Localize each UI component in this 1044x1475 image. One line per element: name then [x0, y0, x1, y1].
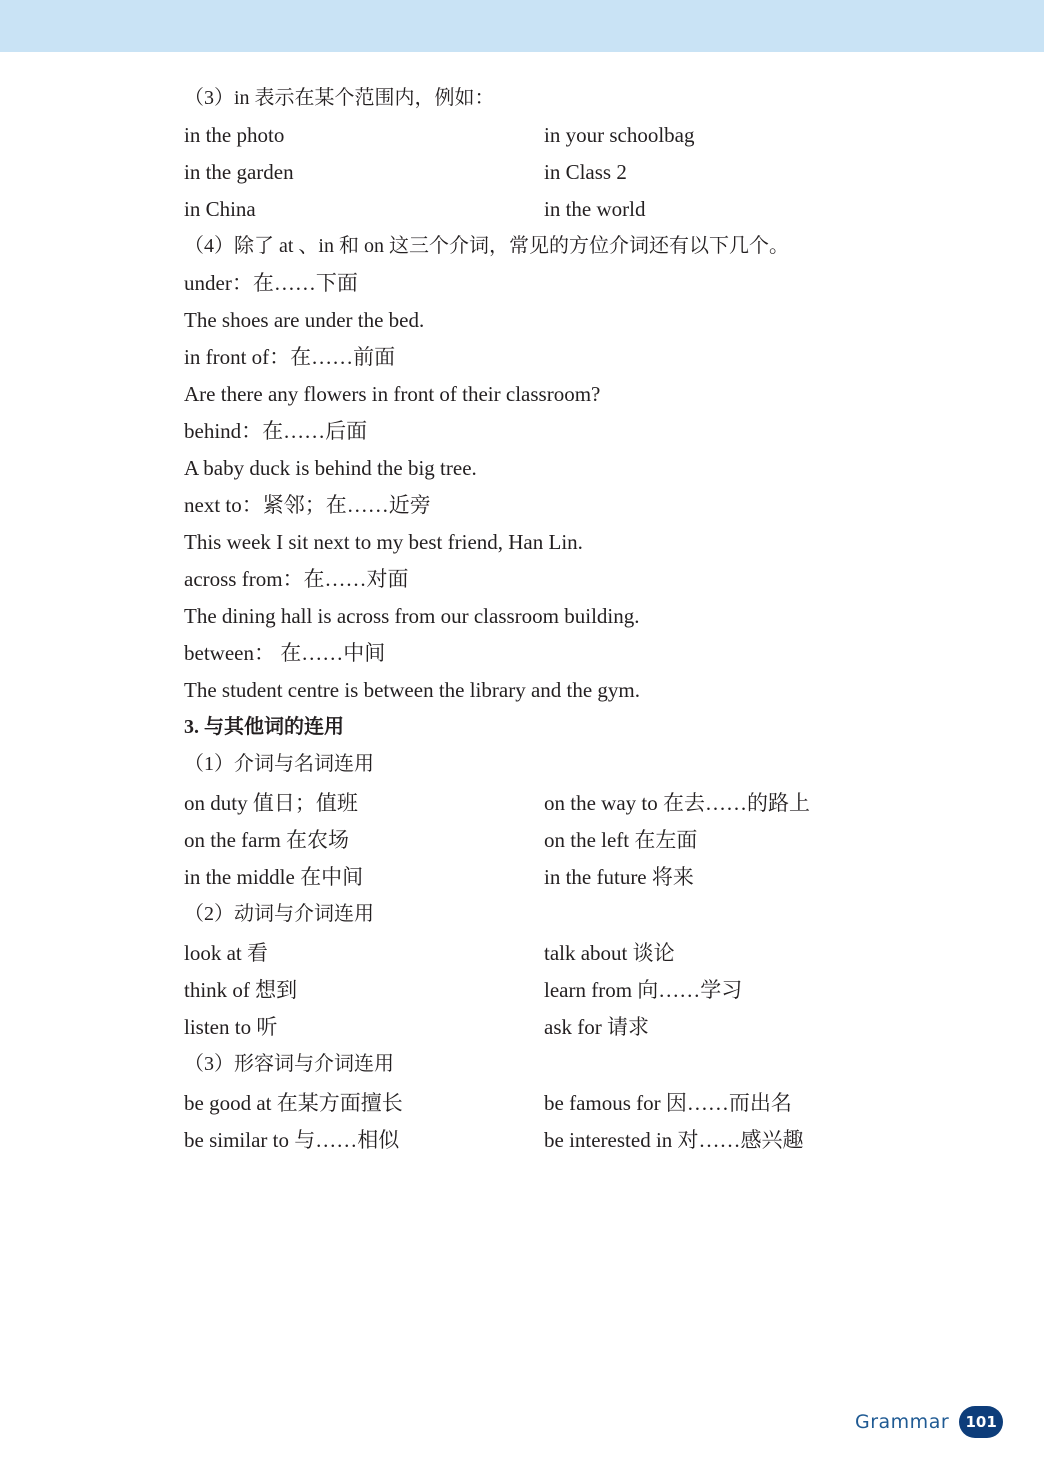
in-example-row	[184, 117, 884, 154]
subsection-title: （1）介词与名词连用	[184, 753, 374, 775]
collocation-row	[184, 972, 884, 1009]
preposition-term: across from：在……对面	[184, 567, 409, 591]
subsection-title: （2）动词与介词连用	[184, 903, 374, 925]
in-example-row	[184, 154, 884, 191]
collocation: be interested in 对……感兴趣	[544, 1128, 804, 1152]
page-footer	[855, 1404, 1003, 1440]
collocation-row	[184, 1009, 884, 1046]
collocation-row	[184, 822, 884, 859]
collocation: on duty 值日；值班	[184, 791, 358, 815]
in-example: in China	[184, 197, 256, 221]
in-example-row	[184, 191, 884, 228]
subsection-title: （3）形容词与介词连用	[184, 1053, 394, 1075]
collocation: in the middle 在中间	[184, 865, 364, 889]
in-example: in your schoolbag	[544, 123, 695, 147]
in-example: in the garden	[184, 160, 294, 184]
collocation: learn from 向……学习	[544, 978, 743, 1002]
intro-3: （3）in 表示在某个范围内，例如：	[184, 87, 495, 109]
collocation: be similar to 与……相似	[184, 1128, 400, 1152]
collocation: talk about 谈论	[544, 941, 675, 965]
collocation: be good at 在某方面擅长	[184, 1091, 403, 1115]
collocation-row	[184, 1085, 884, 1122]
preposition-example: Are there any flowers in front of their classroom?	[184, 382, 601, 406]
collocation-row	[184, 1122, 884, 1159]
preposition-example: The dining hall is across from our classroom building.	[184, 604, 640, 628]
footer-section-label: Grammar	[855, 1411, 950, 1433]
preposition-term: under：在……下面	[184, 271, 358, 295]
preposition-example: This week I sit next to my best friend, Han Lin.	[184, 530, 583, 554]
preposition-term: between： 在……中间	[184, 641, 386, 665]
collocation: in the future 将来	[544, 865, 694, 889]
collocation: on the left 在左面	[544, 828, 698, 852]
top-color-band	[0, 0, 1044, 52]
in-example: in the world	[544, 197, 646, 221]
preposition-term: next to：紧邻；在……近旁	[184, 493, 431, 517]
intro-4: （4）除了 at 、in 和 on 这三个介词，常见的方位介词还有以下几个。	[184, 235, 789, 257]
page-number-badge: 101	[959, 1406, 1003, 1438]
in-example: in Class 2	[544, 160, 627, 184]
preposition-example: A baby duck is behind the big tree.	[184, 456, 477, 480]
page-content	[184, 80, 884, 1159]
preposition-term: behind：在……后面	[184, 419, 368, 443]
collocation: think of 想到	[184, 978, 298, 1002]
collocation-row	[184, 935, 884, 972]
preposition-example: The shoes are under the bed.	[184, 308, 425, 332]
collocation: on the farm 在农场	[184, 828, 350, 852]
collocation: on the way to 在去……的路上	[544, 791, 810, 815]
preposition-term: in front of：在……前面	[184, 345, 396, 369]
collocation: be famous for 因……而出名	[544, 1091, 792, 1115]
in-example: in the photo	[184, 123, 285, 147]
collocation-row	[184, 785, 884, 822]
section-3-heading: 3. 与其他词的连用	[184, 716, 344, 738]
collocation: listen to 听	[184, 1015, 278, 1039]
collocation: look at 看	[184, 941, 268, 965]
preposition-example: The student centre is between the library and the gym.	[184, 678, 641, 702]
collocation-row	[184, 859, 884, 896]
collocation: ask for 请求	[544, 1015, 649, 1039]
